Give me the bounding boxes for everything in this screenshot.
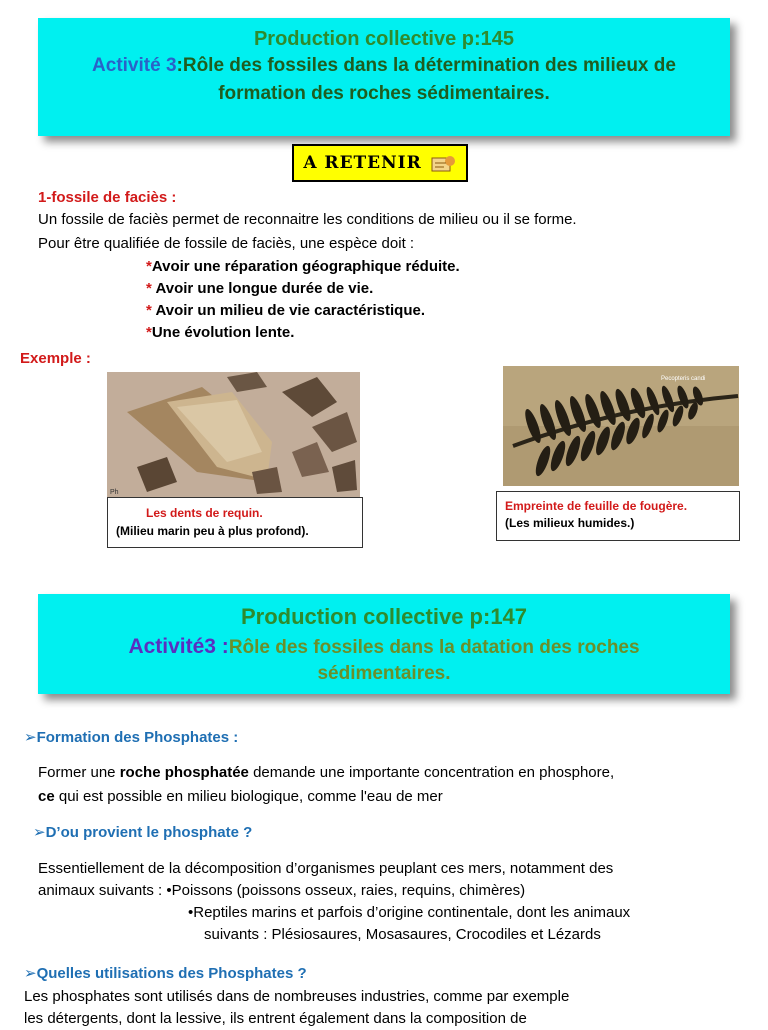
scroll-icon — [429, 153, 457, 175]
phosphates-paragraph-1b: ce qui est possible en milieu biologique, comme l'eau de mer — [38, 788, 443, 805]
criteria-item: *Avoir une réparation géographique réduite. — [146, 258, 460, 275]
banner1-activity-label: Activité 3 — [92, 55, 177, 76]
section1-line1: Un fossile de faciès permet de reconnaitre les conditions de milieu ou il se forme. — [38, 211, 577, 228]
fern-caption-title: Empreinte de feuille de fougère. — [505, 499, 688, 513]
shark-caption-title: Les dents de requin. — [146, 506, 263, 520]
banner-activity-3 — [38, 18, 730, 136]
phosphates-paragraph-3: Les phosphates sont utilisés dans de nombreuses industries, comme par exemple les détergents, dont la lessive, ils entrent également dans la composition de — [24, 988, 570, 1027]
banner1-activity — [38, 52, 730, 80]
question-utilisations-phosphates: ➢Quelles utilisations des Phosphates ? — [24, 965, 307, 982]
fern-caption-desc: (Les milieux humides.) — [505, 516, 635, 530]
phosphates-paragraph-1: Former une roche phosphatée demande une importante concentration en phosphore, — [38, 764, 615, 781]
banner1-title: Production collective p:145 — [253, 28, 515, 50]
arrow-bullet-icon: ➢ — [24, 729, 37, 746]
banner2-activity-line2: sédimentaires. — [317, 663, 451, 684]
section1-heading: 1-fossile de faciès : — [38, 189, 177, 206]
exemple-label: Exemple : — [20, 350, 91, 367]
fern-fossil-image — [503, 366, 739, 486]
criteria-item: * Avoir une longue durée de vie. — [146, 280, 374, 297]
shark-teeth-image — [107, 372, 360, 497]
banner1-activity-line2: formation des roches sédimentaires. — [218, 83, 550, 104]
fern-caption — [496, 491, 740, 541]
fern-image-tag: Pecopteris candi — [661, 376, 706, 382]
banner2-activity-text: Rôle des fossiles dans la datation des roches — [228, 637, 640, 658]
banner2-title: Production collective p:147 — [240, 604, 528, 629]
a-retenir-badge — [292, 144, 468, 182]
arrow-bullet-icon: ➢ — [33, 824, 46, 841]
question-formation-phosphates: ➢Formation des Phosphates : — [24, 729, 239, 746]
a-retenir-label: A RETENIR — [303, 153, 422, 173]
section1-line2: Pour être qualifiée de fossile de faciès, une espèce doit : — [38, 235, 415, 252]
banner-activity-3-datation — [38, 594, 730, 694]
shark-caption-desc: (Milieu marin peu à plus profond). — [116, 524, 309, 538]
criteria-list — [146, 256, 460, 344]
criteria-item: *Une évolution lente. — [146, 324, 295, 341]
criteria-item: * Avoir un milieu de vie caractéristique. — [146, 302, 425, 319]
banner1-activity-text: :Rôle des fossiles dans la détermination des milieux de — [176, 55, 676, 76]
phosphates-paragraph-2: Essentiellement de la décomposition d’organismes peuplant ces mers, notamment des animaux suivants : •Poissons (poissons osseux, raies, requins, chimères) •Reptiles marins et parfois d’origine continentale, dont les animaux suivants : Plésiosaures, Mosasaures, Crocodiles et Lézards — [38, 860, 631, 943]
arrow-bullet-icon: ➢ — [24, 965, 37, 982]
banner2-activity-label: Activité3 : — [128, 635, 229, 658]
banner2-activity — [38, 634, 730, 661]
shark-caption — [107, 497, 363, 548]
question-origine-phosphate: ➢D’ou provient le phosphate ? — [33, 824, 253, 841]
shark-image-tag: Ph — [110, 489, 119, 496]
